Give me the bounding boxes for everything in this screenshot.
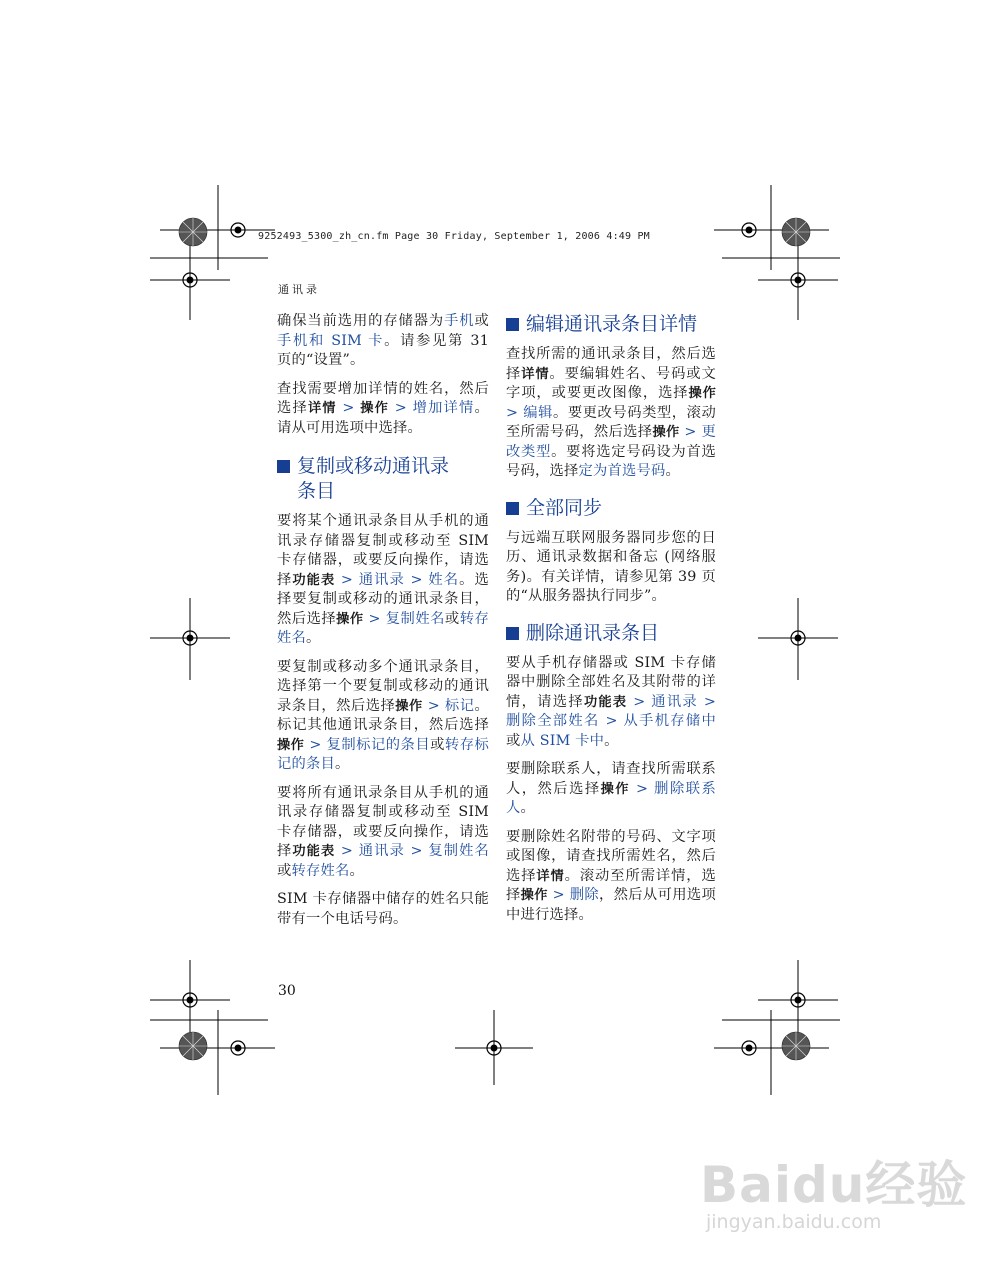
separator: >: [679, 424, 702, 440]
text: 。滚动至所需详情，选择: [506, 867, 716, 903]
heading-sync-all: [506, 496, 716, 521]
text: 。: [665, 463, 680, 479]
separator: >: [404, 843, 429, 859]
text: 查找所需的通讯录条目，然后选择: [506, 346, 716, 382]
text: 。: [335, 756, 350, 772]
link-mark[interactable]: 标记: [444, 697, 475, 714]
heading-bullet-icon: [506, 627, 519, 640]
heading-text: 编辑通讯录条目详情: [526, 313, 698, 335]
paragraph-sim-note: SIM 卡存储器中储存的姓名只能带有一个电话号码。: [277, 891, 489, 927]
separator: >: [336, 400, 361, 416]
menu-menu: 功能表: [292, 572, 336, 588]
page-number: 30: [278, 983, 296, 999]
menu-options: 操作: [277, 737, 305, 753]
text: 或: [277, 862, 292, 879]
heading-bullet-icon: [506, 318, 519, 331]
running-head: 通讯录: [278, 283, 320, 296]
text: 要从手机存储器或 SIM 卡存储器中删除全部姓名及其附带的详情，请选择: [506, 654, 716, 710]
text: 或: [430, 736, 445, 753]
text: 。标记其他通讯录条目，然后选择: [277, 697, 489, 733]
heading-bullet-icon: [277, 460, 290, 473]
link-from-phone[interactable]: 从手机存储中: [623, 713, 717, 729]
text: 确保当前选用的存储器为: [277, 313, 445, 329]
link-delete-contact[interactable]: 删除联系人: [506, 780, 716, 816]
watermark-url: jingyan.baidu.com: [706, 1211, 882, 1233]
separator: >: [422, 697, 445, 714]
menu-details: 详情: [307, 401, 337, 416]
paragraph-edit: [506, 345, 716, 482]
menu-menu: 功能表: [583, 694, 628, 710]
link-copy-name[interactable]: 复制姓名: [428, 843, 489, 859]
menu-options: 操作: [652, 425, 680, 440]
paragraph-delete-contact: [506, 760, 716, 819]
link-phone[interactable]: 手机: [444, 313, 475, 329]
text: 。要更改号码类型，滚动至所需号码，然后选择: [506, 404, 716, 440]
text: 要删除姓名附带的号码、文字项或图像，请查找所需姓名，然后选择: [506, 828, 716, 884]
text: 。: [306, 630, 321, 646]
heading-bullet-icon: [506, 502, 519, 515]
left-column: [277, 312, 489, 938]
link-change-type[interactable]: 更改类型: [506, 424, 716, 460]
separator: >: [389, 400, 413, 416]
text: 或: [506, 732, 521, 749]
text: 要复制或移动多个通讯录条目，选择第一个要复制或移动的通讯录条目，然后选择: [277, 658, 489, 714]
heading-text: 复制或移动通讯录条目: [297, 455, 450, 502]
menu-options: 操作: [336, 611, 364, 627]
baidu-watermark: [700, 1145, 968, 1255]
link-copy-marked[interactable]: 复制标记的条目: [326, 736, 431, 753]
link-move-marked[interactable]: 转存标记的条目: [277, 736, 489, 772]
watermark-logo: Baidu经验: [700, 1156, 968, 1214]
paragraph-add-details: [277, 380, 489, 439]
text: 。: [520, 800, 535, 816]
link-move-name[interactable]: 转存姓名: [277, 610, 490, 646]
file-header-line: 9252493_5300_zh_cn.fm Page 30 Friday, September 1, 2006 4:49 PM: [258, 231, 650, 242]
link-move-name[interactable]: 转存姓名: [291, 862, 350, 879]
link-phone-and-sim[interactable]: 手机和 SIM 卡: [277, 332, 385, 349]
separator: >: [627, 693, 652, 710]
link-contacts[interactable]: 通讯录: [358, 571, 405, 588]
text: 。: [349, 862, 364, 879]
separator: >: [335, 843, 359, 859]
heading-edit-details: [506, 312, 716, 337]
menu-details: 详情: [536, 868, 565, 884]
menu-options: 操作: [520, 888, 548, 903]
separator: >: [599, 713, 624, 729]
heading-text: 删除通讯录条目: [526, 621, 660, 644]
text: 要将某个通讯录条目从手机的通讯录存储器复制或移动至 SIM 卡存储器，或要反向操作，请选择: [277, 513, 489, 588]
link-contacts[interactable]: 通讯录: [651, 693, 698, 710]
menu-details: 详情: [521, 366, 550, 382]
separator: >: [547, 887, 570, 903]
paragraph-delete-detail: [506, 828, 716, 926]
text: 。要将选定号码设为首选号码，选择: [506, 443, 716, 479]
separator: >: [506, 404, 524, 421]
text: 。请参见第 31 页的“设置”。: [277, 332, 489, 368]
text: 查找需要增加详情的姓名，然后选择: [277, 380, 489, 416]
heading-delete: [506, 621, 716, 646]
link-delete[interactable]: 删除: [569, 887, 599, 903]
separator: >: [304, 736, 327, 753]
text: 。选择要复制或移动的通讯录条目，然后选择: [277, 571, 489, 627]
menu-options: 操作: [688, 386, 716, 401]
link-names[interactable]: 姓名: [428, 571, 460, 588]
text: 。请从可用选项中选择。: [277, 400, 489, 436]
text: 要将所有通讯录条目从手机的通讯录存储器复制或移动至 SIM 卡存储器，或要反向操作，请选择: [277, 784, 489, 859]
paragraph-storage: [277, 312, 489, 371]
paragraph-copy-all: [277, 784, 489, 882]
right-column: [506, 312, 716, 934]
text: 或: [474, 313, 489, 329]
separator: >: [698, 693, 717, 710]
paragraph-sync: 与远端互联网服务器同步您的日历、通讯录数据和备忘 (网络服务)。有关详情，请参见第 39 页的“从服务器执行同步”。: [506, 529, 716, 604]
separator: >: [404, 571, 429, 588]
menu-options: 操作: [395, 698, 423, 714]
text: ，然后从可用选项中进行选择。: [506, 887, 717, 923]
heading-text: 全部同步: [526, 496, 603, 519]
text: 或: [444, 610, 460, 627]
heading-copy-move: [277, 454, 489, 504]
menu-options: 操作: [360, 401, 389, 416]
separator: >: [629, 780, 655, 797]
paragraph-copy-single: [277, 512, 489, 649]
link-from-sim[interactable]: 从 SIM 卡中: [520, 732, 605, 749]
link-contacts[interactable]: 通讯录: [358, 843, 405, 859]
link-copy-name[interactable]: 复制姓名: [385, 610, 445, 627]
separator: >: [363, 610, 386, 627]
link-add-detail[interactable]: 增加详情: [412, 400, 475, 416]
link-edit[interactable]: 编辑: [523, 404, 553, 421]
text: 要删除联系人，请查找所需联系人，然后选择: [506, 761, 716, 797]
text: 。要编辑姓名、号码或文字项，或要更改图像，选择: [506, 365, 717, 401]
separator: >: [335, 571, 359, 588]
text: 。: [604, 732, 619, 749]
link-set-default[interactable]: 定为首选号码: [578, 463, 666, 479]
link-delete-all[interactable]: 删除全部姓名: [506, 713, 600, 729]
paragraph-copy-multiple: [277, 658, 489, 775]
paragraph-delete-all: [506, 654, 716, 752]
menu-menu: 功能表: [292, 844, 336, 859]
menu-options: 操作: [600, 781, 630, 797]
